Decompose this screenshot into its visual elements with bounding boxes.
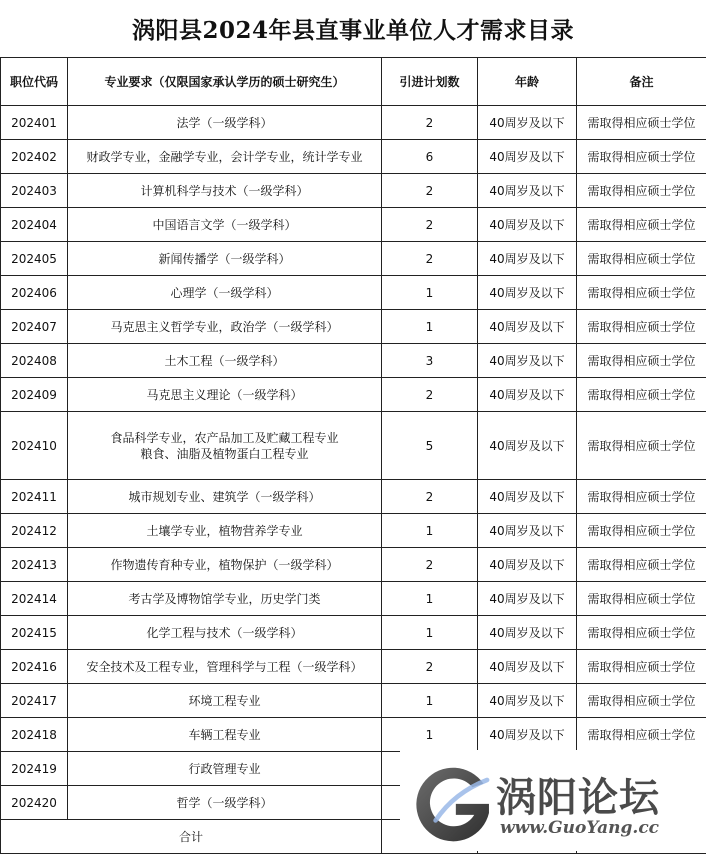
cell-note: 需取得相应硕士学位 bbox=[577, 140, 706, 174]
cell-count: 2 bbox=[382, 242, 478, 276]
cell-note: 需取得相应硕士学位 bbox=[577, 514, 706, 548]
cell-code: 202419 bbox=[1, 752, 68, 786]
header-code: 职位代码 bbox=[1, 58, 68, 106]
cell-code: 202414 bbox=[1, 582, 68, 616]
table-row bbox=[1, 276, 706, 310]
cell-code: 202402 bbox=[1, 140, 68, 174]
cell-note: 需取得相应硕士学位 bbox=[577, 106, 706, 140]
cell-count: 2 bbox=[382, 106, 478, 140]
cell-count: 1 bbox=[382, 582, 478, 616]
cell-note: 需取得相应硕士学位 bbox=[577, 548, 706, 582]
cell-major: 化学工程与技术（一级学科） bbox=[68, 616, 382, 650]
total-label: 合计 bbox=[1, 820, 382, 854]
cell-note: 需取得相应硕士学位 bbox=[577, 276, 706, 310]
table-row bbox=[1, 480, 706, 514]
forum-watermark bbox=[408, 752, 706, 851]
table-row bbox=[1, 174, 706, 208]
cell-age: 40周岁及以下 bbox=[478, 582, 577, 616]
header-age: 年龄 bbox=[478, 58, 577, 106]
cell-age: 40周岁及以下 bbox=[478, 242, 577, 276]
cell-note: 需取得相应硕士学位 bbox=[577, 174, 706, 208]
cell-major: 安全技术及工程专业，管理科学与工程（一级学科） bbox=[68, 650, 382, 684]
cell-count: 2 bbox=[382, 650, 478, 684]
cell-count: 2 bbox=[382, 378, 478, 412]
cell-note: 需取得相应硕士学位 bbox=[577, 616, 706, 650]
cell-code: 202412 bbox=[1, 514, 68, 548]
cell-age: 40周岁及以下 bbox=[478, 650, 577, 684]
cell-code: 202405 bbox=[1, 242, 68, 276]
header-count: 引进计划数 bbox=[382, 58, 478, 106]
table-row bbox=[1, 208, 706, 242]
page-title: 涡阳县2024年县直事业单位人才需求目录 bbox=[0, 0, 706, 56]
table-row bbox=[1, 106, 706, 140]
table-row bbox=[1, 650, 706, 684]
cell-note: 需取得相应硕士学位 bbox=[577, 582, 706, 616]
cell-age: 40周岁及以下 bbox=[478, 276, 577, 310]
watermark-text: 涡阳论坛 bbox=[496, 766, 660, 823]
cell-age: 40周岁及以下 bbox=[478, 548, 577, 582]
cell-note: 需取得相应硕士学位 bbox=[577, 650, 706, 684]
cell-code: 202401 bbox=[1, 106, 68, 140]
cell-major: 马克思主义理论（一级学科） bbox=[68, 378, 382, 412]
cell-code: 202416 bbox=[1, 650, 68, 684]
table-row bbox=[1, 140, 706, 174]
cell-count: 2 bbox=[382, 208, 478, 242]
cell-code: 202411 bbox=[1, 480, 68, 514]
cell-count: 6 bbox=[382, 140, 478, 174]
table-row bbox=[1, 718, 706, 752]
cell-note: 需取得相应硕士学位 bbox=[577, 208, 706, 242]
cell-count: 3 bbox=[382, 344, 478, 378]
cell-major: 法学（一级学科） bbox=[68, 106, 382, 140]
cell-major: 中国语言文学（一级学科） bbox=[68, 208, 382, 242]
table-row bbox=[1, 344, 706, 378]
cell-age: 40周岁及以下 bbox=[478, 208, 577, 242]
cell-code: 202420 bbox=[1, 786, 68, 820]
table-row bbox=[1, 310, 706, 344]
cell-count: 1 bbox=[382, 616, 478, 650]
cell-major: 土木工程（一级学科） bbox=[68, 344, 382, 378]
cell-age: 40周岁及以下 bbox=[478, 616, 577, 650]
table-row bbox=[1, 616, 706, 650]
cell-major: 新闻传播学（一级学科） bbox=[68, 242, 382, 276]
cell-code: 202410 bbox=[1, 412, 68, 480]
cell-code: 202417 bbox=[1, 684, 68, 718]
cell-major: 食品科学专业，农产品加工及贮藏工程专业 粮食、油脂及植物蛋白工程专业 bbox=[68, 412, 382, 480]
cell-code: 202408 bbox=[1, 344, 68, 378]
cell-age: 40周岁及以下 bbox=[478, 514, 577, 548]
cell-major: 心理学（一级学科） bbox=[68, 276, 382, 310]
cell-code: 202413 bbox=[1, 548, 68, 582]
table-row bbox=[1, 412, 706, 480]
table-row bbox=[1, 378, 706, 412]
cell-note: 需取得相应硕士学位 bbox=[577, 684, 706, 718]
cell-code: 202418 bbox=[1, 718, 68, 752]
table-row bbox=[1, 684, 706, 718]
cell-age: 40周岁及以下 bbox=[478, 310, 577, 344]
header-major: 专业要求（仅限国家承认学历的硕士研究生） bbox=[68, 58, 382, 106]
cell-age: 40周岁及以下 bbox=[478, 174, 577, 208]
cell-major: 土壤学专业，植物营养学专业 bbox=[68, 514, 382, 548]
cell-age: 40周岁及以下 bbox=[478, 140, 577, 174]
cell-age: 40周岁及以下 bbox=[478, 106, 577, 140]
cell-note: 需取得相应硕士学位 bbox=[577, 378, 706, 412]
cell-code: 202409 bbox=[1, 378, 68, 412]
header-note: 备注 bbox=[577, 58, 706, 106]
table-row bbox=[1, 514, 706, 548]
cell-major: 财政学专业，金融学专业，会计学专业，统计学专业 bbox=[68, 140, 382, 174]
cell-major: 哲学（一级学科） bbox=[68, 786, 382, 820]
cell-code: 202407 bbox=[1, 310, 68, 344]
cell-major: 作物遗传育种专业，植物保护（一级学科） bbox=[68, 548, 382, 582]
cell-code: 202403 bbox=[1, 174, 68, 208]
cell-major: 考古学及博物馆学专业，历史学门类 bbox=[68, 582, 382, 616]
cell-code: 202415 bbox=[1, 616, 68, 650]
cell-major: 环境工程专业 bbox=[68, 684, 382, 718]
talent-demand-table bbox=[0, 57, 706, 854]
cell-note: 需取得相应硕士学位 bbox=[577, 718, 706, 752]
cell-note: 需取得相应硕士学位 bbox=[577, 344, 706, 378]
cell-age: 40周岁及以下 bbox=[478, 718, 577, 752]
cell-age: 40周岁及以下 bbox=[478, 344, 577, 378]
table-row bbox=[1, 548, 706, 582]
cell-count: 2 bbox=[382, 174, 478, 208]
cell-note: 需取得相应硕士学位 bbox=[577, 310, 706, 344]
cell-age: 40周岁及以下 bbox=[478, 378, 577, 412]
cell-age: 40周岁及以下 bbox=[478, 480, 577, 514]
cell-note: 需取得相应硕士学位 bbox=[577, 242, 706, 276]
table-header-row bbox=[1, 58, 706, 106]
cell-count: 1 bbox=[382, 718, 478, 752]
cell-code: 202406 bbox=[1, 276, 68, 310]
cell-major: 城市规划专业、建筑学（一级学科） bbox=[68, 480, 382, 514]
cell-count: 5 bbox=[382, 412, 478, 480]
forum-logo-icon bbox=[408, 756, 500, 848]
table-row bbox=[1, 582, 706, 616]
watermark-url: www.GuoYang.cc bbox=[500, 818, 659, 838]
cell-count: 2 bbox=[382, 548, 478, 582]
cell-count: 1 bbox=[382, 310, 478, 344]
cell-major: 行政管理专业 bbox=[68, 752, 382, 786]
cell-count: 2 bbox=[382, 480, 478, 514]
table-row bbox=[1, 242, 706, 276]
cell-note: 需取得相应硕士学位 bbox=[577, 480, 706, 514]
cell-major: 计算机科学与技术（一级学科） bbox=[68, 174, 382, 208]
cell-note: 需取得相应硕士学位 bbox=[577, 412, 706, 480]
cell-age: 40周岁及以下 bbox=[478, 684, 577, 718]
cell-count: 1 bbox=[382, 514, 478, 548]
cell-code: 202404 bbox=[1, 208, 68, 242]
cell-age: 40周岁及以下 bbox=[478, 412, 577, 480]
cell-major: 车辆工程专业 bbox=[68, 718, 382, 752]
cell-count: 1 bbox=[382, 276, 478, 310]
cell-major: 马克思主义哲学专业，政治学（一级学科） bbox=[68, 310, 382, 344]
cell-count: 1 bbox=[382, 684, 478, 718]
